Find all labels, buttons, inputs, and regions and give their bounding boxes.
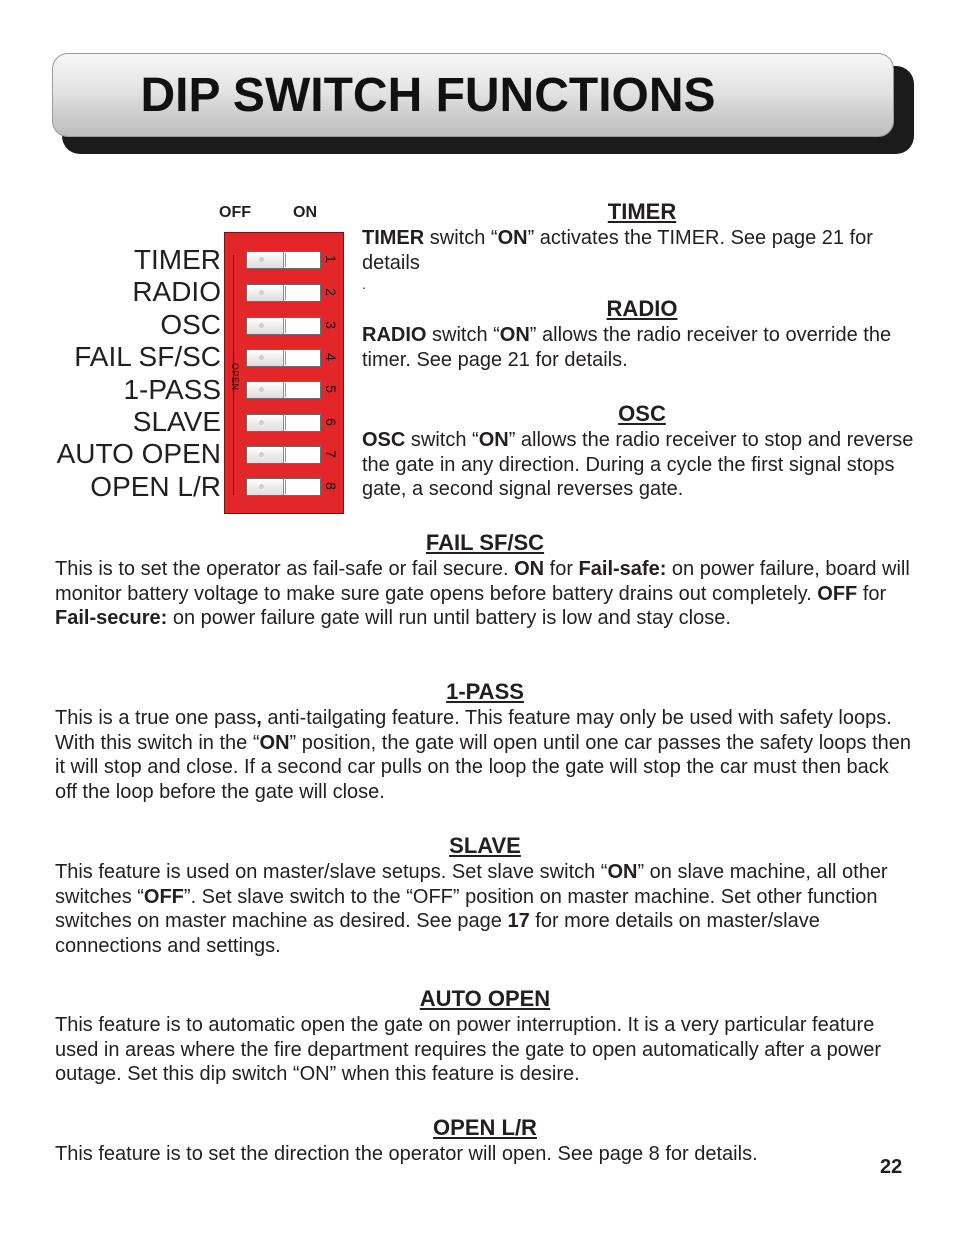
- function-label: TIMER: [133, 244, 221, 275]
- function-label: FAIL SF/SC: [74, 341, 221, 373]
- function-label: RADIO: [132, 276, 221, 308]
- switch-number: 7: [323, 450, 339, 458]
- switch-number: 2: [323, 288, 339, 296]
- switch-knob: [247, 285, 284, 301]
- radio-heading: RADIO: [606, 296, 678, 321]
- function-label: OPEN L/R: [90, 470, 221, 502]
- timer-text: TIMER switch “ON” activates the TIMER. See page 21 for details: [362, 227, 873, 274]
- onepass-text: This is a true one pass, anti-tailgating feature. This feature may only be used with safety loops. With this switch in the “ON” position, the gate will open until one car passes the safety loops then it will stop and close. If a second car pulls on the loop the gate will stop the car must then back off the loop before the gate will close.: [55, 707, 912, 803]
- title-banner: [52, 53, 894, 137]
- dip-switch-8[interactable]: [246, 478, 321, 496]
- dip-switch-5[interactable]: [246, 381, 321, 399]
- dip-switch-2[interactable]: [246, 284, 321, 302]
- function-label: 1-PASS: [123, 373, 221, 405]
- switch-number: 8: [323, 482, 339, 490]
- openlr-heading: OPEN L/R: [433, 1115, 537, 1140]
- slot-divider: [285, 383, 286, 397]
- switch-knob: [247, 350, 284, 366]
- slot-divider: [285, 286, 286, 300]
- function-label: AUTO OPEN: [56, 438, 221, 470]
- autoopen-heading: AUTO OPEN: [419, 986, 551, 1011]
- switch-knob: [247, 252, 284, 268]
- radio-section: [362, 295, 922, 372]
- switch-knob: [247, 447, 284, 463]
- openlr-text: This feature is to set the direction the operator will open. See page 8 for details.: [55, 1143, 758, 1165]
- autoopen-text: This feature is to automatic open the gate on power interruption. It is a very particular feature used in areas where the fire department requires the gate to open automatically after a power outage. Set this dip switch “ON” when this feature is desire.: [55, 1014, 882, 1085]
- switch-number: 6: [323, 418, 339, 426]
- onepass-section: [55, 678, 915, 804]
- timer-dot: .: [362, 276, 366, 292]
- switch-knob: [247, 479, 284, 495]
- dip-switch-7[interactable]: [246, 446, 321, 464]
- dip-switch-6[interactable]: [246, 414, 321, 432]
- function-label: OSC: [160, 308, 221, 340]
- fail-text: This is to set the operator as fail-safe or fail secure. ON for Fail-safe: on power failure, board will monitor battery voltage to make sure gate opens before battery drains out completely. OFF for Fail-secure: on power failure gate will run until battery is low and stay close.: [55, 558, 910, 629]
- page-title: DIP SWITCH FUNCTIONS: [140, 68, 716, 122]
- function-label: SLAVE: [132, 406, 221, 438]
- fail-heading: FAIL SF/SC: [425, 530, 545, 555]
- autoopen-section: [55, 985, 915, 1087]
- timer-heading: TIMER: [607, 199, 677, 224]
- slot-divider: [285, 319, 286, 333]
- onepass-heading: 1-PASS: [446, 679, 524, 704]
- dip-switch-1[interactable]: [246, 251, 321, 269]
- slave-section: [55, 832, 915, 958]
- switch-knob: [247, 415, 284, 431]
- dip-switch-block: [224, 232, 344, 514]
- slot-divider: [285, 351, 286, 365]
- switch-number: 4: [323, 353, 339, 361]
- slot-divider: [285, 253, 286, 267]
- dip-switch-3[interactable]: [246, 317, 321, 335]
- switch-number: 3: [323, 321, 339, 329]
- slave-heading: SLAVE: [449, 833, 521, 858]
- on-label: ON: [293, 204, 317, 221]
- function-labels: [57, 244, 221, 503]
- switch-knob: [247, 382, 284, 398]
- dip-switch-4[interactable]: [246, 349, 321, 367]
- page-number: 22: [880, 1156, 903, 1178]
- off-label: OFF: [219, 204, 251, 221]
- slave-text: This feature is used on master/slave setups. Set slave switch “ON” on slave machine, all other switches “OFF”. Set slave switch to the “OFF” position on master machine. Set other function switches on master machine as desired. See page 17 for more details on master/slave connections and settings.: [55, 861, 888, 957]
- osc-section: [362, 400, 922, 502]
- openlr-section: [55, 1114, 915, 1167]
- dip-open-label: OPEN: [230, 363, 240, 391]
- slot-divider: [285, 480, 286, 494]
- slot-divider: [285, 416, 286, 430]
- osc-heading: OSC: [618, 401, 666, 426]
- radio-text: RADIO switch “ON” allows the radio receiver to override the timer. See page 21 for details.: [362, 324, 892, 371]
- switch-number: 1: [323, 255, 339, 263]
- osc-text: OSC switch “ON” allows the radio receiver to stop and reverse the gate in any direction. During a cycle the first signal stops gate, a second signal reverses gate.: [362, 429, 914, 500]
- switch-number: 5: [323, 385, 339, 393]
- switch-knob: [247, 318, 284, 334]
- fail-section: [55, 529, 915, 631]
- slot-divider: [285, 448, 286, 462]
- timer-section: [362, 198, 922, 293]
